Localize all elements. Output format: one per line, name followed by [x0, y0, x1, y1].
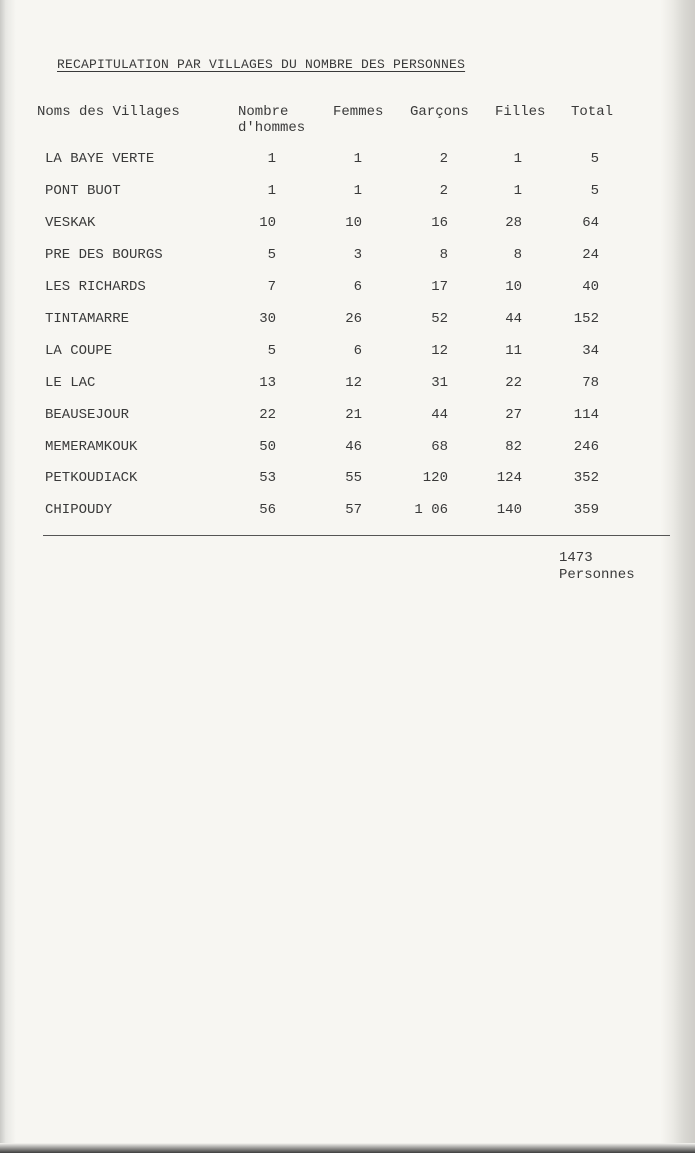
girls-count: 1: [513, 151, 522, 167]
header-boys: Garçons: [410, 104, 469, 120]
row-total: 359: [573, 502, 599, 518]
men-count: 56: [259, 502, 276, 518]
page-bottom-edge: [0, 1143, 695, 1153]
table-row: [0, 470, 695, 490]
page-title: RECAPITULATION PAR VILLAGES DU NOMBRE DES PERSONNES: [57, 57, 466, 72]
village-name: CHIPOUDY: [45, 502, 113, 518]
girls-count: 28: [505, 215, 522, 231]
table-row: [0, 407, 695, 427]
header-girls: Filles: [495, 104, 546, 120]
table-row: [0, 439, 695, 459]
men-count: 22: [259, 407, 276, 423]
row-total: 40: [582, 279, 599, 295]
boys-count: 120: [422, 470, 448, 486]
row-total: 152: [573, 311, 599, 327]
row-total: 78: [582, 375, 599, 391]
boys-count: 16: [431, 215, 448, 231]
row-total: 64: [582, 215, 599, 231]
girls-count: 8: [513, 247, 522, 263]
boys-count: 1 06: [414, 502, 448, 518]
men-count: 7: [267, 279, 276, 295]
girls-count: 27: [505, 407, 522, 423]
girls-count: 10: [505, 279, 522, 295]
row-total: 352: [573, 470, 599, 486]
village-name: MEMERAMKOUK: [45, 439, 138, 455]
table-row: [0, 311, 695, 331]
table-row: [0, 151, 695, 171]
table-row: [0, 343, 695, 363]
table-row: [0, 375, 695, 395]
table-row: [0, 215, 695, 235]
boys-count: 44: [431, 407, 448, 423]
header-men: [238, 104, 328, 136]
village-name: LA COUPE: [45, 343, 113, 359]
women-count: 10: [345, 215, 362, 231]
village-name: PRE DES BOURGS: [45, 247, 163, 263]
village-name: LES RICHARDS: [45, 279, 146, 295]
row-total: 246: [573, 439, 599, 455]
grand-total-label: Personnes: [559, 567, 635, 583]
women-count: 3: [353, 247, 362, 263]
women-count: 1: [353, 151, 362, 167]
men-count: 50: [259, 439, 276, 455]
women-count: 55: [345, 470, 362, 486]
women-count: 6: [353, 343, 362, 359]
village-name: LA BAYE VERTE: [45, 151, 155, 167]
girls-count: 44: [505, 311, 522, 327]
boys-count: 52: [431, 311, 448, 327]
row-total: 34: [582, 343, 599, 359]
village-name: PONT BUOT: [45, 183, 121, 199]
table-row: [0, 279, 695, 299]
table-row: [0, 247, 695, 267]
men-count: 10: [259, 215, 276, 231]
total-divider-line: [43, 535, 670, 536]
boys-count: 2: [439, 151, 448, 167]
row-total: 114: [573, 407, 599, 423]
girls-count: 124: [496, 470, 522, 486]
village-name: PETKOUDIACK: [45, 470, 138, 486]
men-count: 1: [267, 183, 276, 199]
village-name: VESKAK: [45, 215, 96, 231]
village-name: TINTAMARRE: [45, 311, 130, 327]
girls-count: 11: [505, 343, 522, 359]
girls-count: 22: [505, 375, 522, 391]
women-count: 6: [353, 279, 362, 295]
table-row: [0, 183, 695, 203]
girls-count: 140: [496, 502, 522, 518]
men-count: 13: [259, 375, 276, 391]
men-count: 5: [267, 247, 276, 263]
men-count: 30: [259, 311, 276, 327]
women-count: 21: [345, 407, 362, 423]
men-count: 53: [259, 470, 276, 486]
header-total: Total: [571, 104, 614, 120]
women-count: 1: [353, 183, 362, 199]
table-row: [0, 502, 695, 522]
row-total: 5: [590, 183, 599, 199]
boys-count: 68: [431, 439, 448, 455]
women-count: 12: [345, 375, 362, 391]
village-name: LE LAC: [45, 375, 96, 391]
row-total: 24: [582, 247, 599, 263]
boys-count: 31: [431, 375, 448, 391]
boys-count: 2: [439, 183, 448, 199]
girls-count: 82: [505, 439, 522, 455]
grand-total: [559, 550, 635, 584]
women-count: 46: [345, 439, 362, 455]
row-total: 5: [590, 151, 599, 167]
header-village-name: Noms des Villages: [37, 104, 180, 120]
men-count: 1: [267, 151, 276, 167]
header-men-line1: Nombre: [238, 104, 289, 120]
header-men-line2: d'hommes: [238, 120, 306, 136]
boys-count: 12: [431, 343, 448, 359]
boys-count: 8: [439, 247, 448, 263]
men-count: 5: [267, 343, 276, 359]
village-name: BEAUSEJOUR: [45, 407, 130, 423]
women-count: 57: [345, 502, 362, 518]
header-women: Femmes: [333, 104, 384, 120]
grand-total-value: 1473: [559, 550, 593, 566]
women-count: 26: [345, 311, 362, 327]
boys-count: 17: [431, 279, 448, 295]
girls-count: 1: [513, 183, 522, 199]
